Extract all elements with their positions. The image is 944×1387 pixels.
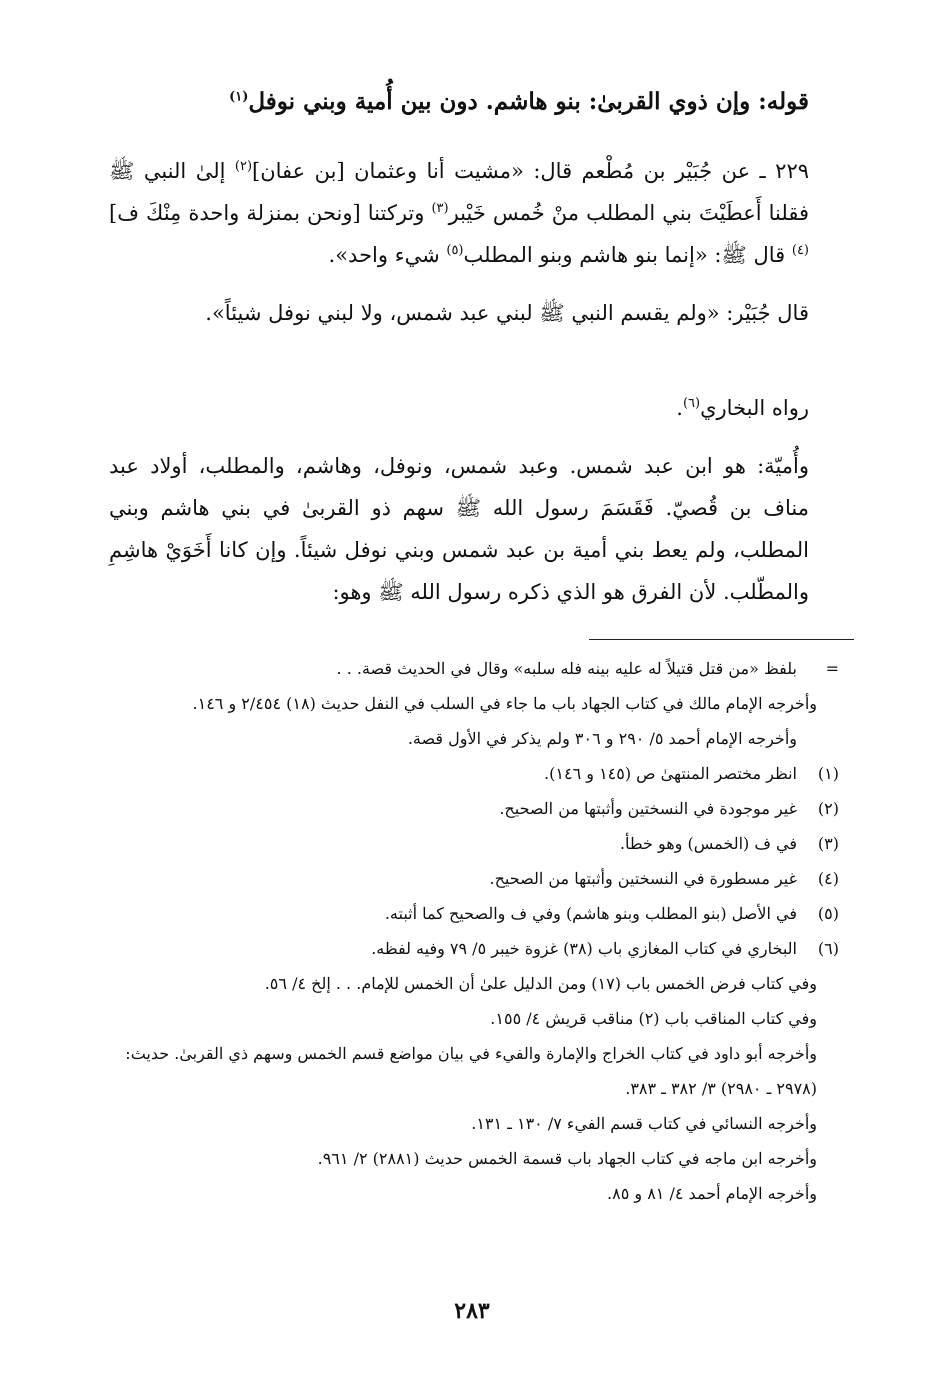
footnote-text: بلفظ «من قتل قتيلاً له عليه بينه فله سلبه» وقال في الحديث قصة. . . (336, 659, 797, 678)
hadith-text-mid2: وتركتنا [ونحن بمنزلة واحدة مِنْكَ ف] (109, 201, 432, 225)
narration-end: . (676, 396, 683, 420)
footnote-extra-line: وأخرجه النسائي في كتاب قسم الفيء ٧/ ١٣٠ ـ ١٣١. (471, 1114, 817, 1133)
footnote-text: في الأصل (بنو المطلب وبنو هاشم) وفي ف والصحيح كما أثبته. (384, 904, 797, 923)
footnote-ref: (٦) (682, 396, 701, 411)
footnote-text: غير موجودة في النسختين وأثبتها من الصحيح. (499, 799, 797, 818)
footnote-continuation-line: وأخرجه الإمام أحمد ٥/ ٢٩٠ و ٣٠٦ ولم يذكر في الأول قصة. (407, 729, 797, 748)
jubayr-paragraph: قال جُبَيْر: «ولم يقسم النبي ﷺ لبني عبد شمس، ولا لبني نوفل شيئاً». (205, 301, 809, 325)
footnote-number: (٦) (817, 939, 839, 958)
footnote-number: (٢) (817, 799, 839, 818)
commentary-paragraph: وأُميّة: هو ابن عبد شمس. وعبد شمس، ونوفل، وهاشم، والمطلب، أولاد عبد مناف بن قُصيّ. فَقَسَمَ رسول الله ﷺ سهم ذو القربىٰ في بني هاشم وبني المطلب، ولم يعط بني أمية بن عبد شمس وبني نوفل شيئاً. وإن كانا أَخَوَيْ هاشِمِ والمطّلب. لأن الفرق هو الذي ذكره رسول الله ﷺ وهو: (109, 454, 809, 604)
narration-text: رواه البخاري (700, 396, 809, 420)
footnote-number: (٥) (817, 904, 839, 923)
footnote-number: (١) (817, 764, 839, 783)
footnote-item (109, 756, 839, 791)
footnote-number: (٤) (817, 869, 839, 888)
page-number: ٢٨٣ (454, 1298, 490, 1324)
hadith-text-lead: ٢٢٩ ـ عن جُبَيْر بن مُطْعم قال: «مشيت أنا وعثمان [بن عفان] (252, 159, 810, 183)
footnote-number: (٣) (817, 834, 839, 853)
footnote-extra-line: وفي كتاب المناقب باب (٢) مناقب قريش ٤/ ١٥٥. (490, 1009, 817, 1028)
footnote-extra-line: وأخرجه أبو داود في كتاب الخراج والإمارة والفيء في بيان مواضع قسم الخمس وسهم ذي القربىٰ. حديث: (٢٩٧٨ ـ ٢٩٨٠) ٣/ ٣٨٢ ـ ٣٨٣. (125, 1044, 817, 1098)
footnote-item (109, 861, 839, 896)
continuation-marker: = (825, 659, 839, 678)
footnote-text: البخاري في كتاب المغازي باب (٣٨) غزوة خيبر ٥/ ٧٩ وفيه لفظه. (371, 939, 797, 958)
footnote-text: غير مسطورة في النسختين وأثبتها من الصحيح. (489, 869, 797, 888)
hadith-text-mid1: إلىٰ النبي ﷺ فقلنا أَعطَيْتَ بني المطلب منْ خُمس خَيْبر (109, 159, 809, 225)
hadith-paragraph (109, 150, 809, 276)
footnote-extra-line: وأخرجه ابن ماجه في كتاب الجهاد باب قسمة الخمس حديث (٢٨٨١) ٢/ ٩٦١. (317, 1149, 817, 1168)
footnotes-section (109, 651, 839, 1211)
footnote-text: في ف (الخمس) وهو خطأ. (619, 834, 797, 853)
footnote-ref: (٥) (446, 243, 464, 258)
narration-paragraph (109, 387, 809, 429)
hadith-text-mid3: قال ﷺ: «إنما بنو هاشم وبنو المطلب (463, 243, 792, 267)
hadith-text-tail: شيء واحد». (328, 243, 447, 267)
footnote-ref: (٢) (234, 159, 253, 174)
footnote-divider (589, 639, 854, 640)
footnote-ref: (٤) (791, 243, 809, 258)
footnote-item (109, 791, 839, 826)
footnote-continuation-line (109, 651, 839, 686)
footnote-extra-line: وفي كتاب فرض الخمس باب (١٧) ومن الدليل علىٰ أن الخمس للإمام. . . إلخ ٤/ ٥٦. (264, 974, 817, 993)
footnote-text: انظر مختصر المنتهىٰ ص (١٤٥ و ١٤٦). (544, 764, 797, 783)
footnote-continuation-line: وأخرجه الإمام مالك في كتاب الجهاد باب ما جاء في السلب في النفل حديث (١٨) ٢/٤٥٤ و ١٤٦. (192, 694, 817, 713)
footnote-item (109, 826, 839, 861)
footnote-extra-line: وأخرجه الإمام أحمد ٤/ ٨١ و ٨٥. (607, 1184, 817, 1203)
footnote-ref: (١) (229, 89, 249, 105)
footnote-item (109, 896, 839, 931)
footnote-item (109, 931, 839, 966)
footnote-ref: (٣) (431, 201, 449, 216)
section-heading (109, 84, 809, 120)
heading-text: قوله: وإن ذوي القربىٰ: بنو هاشم. دون بين أُمية وبني نوفل (248, 88, 809, 115)
